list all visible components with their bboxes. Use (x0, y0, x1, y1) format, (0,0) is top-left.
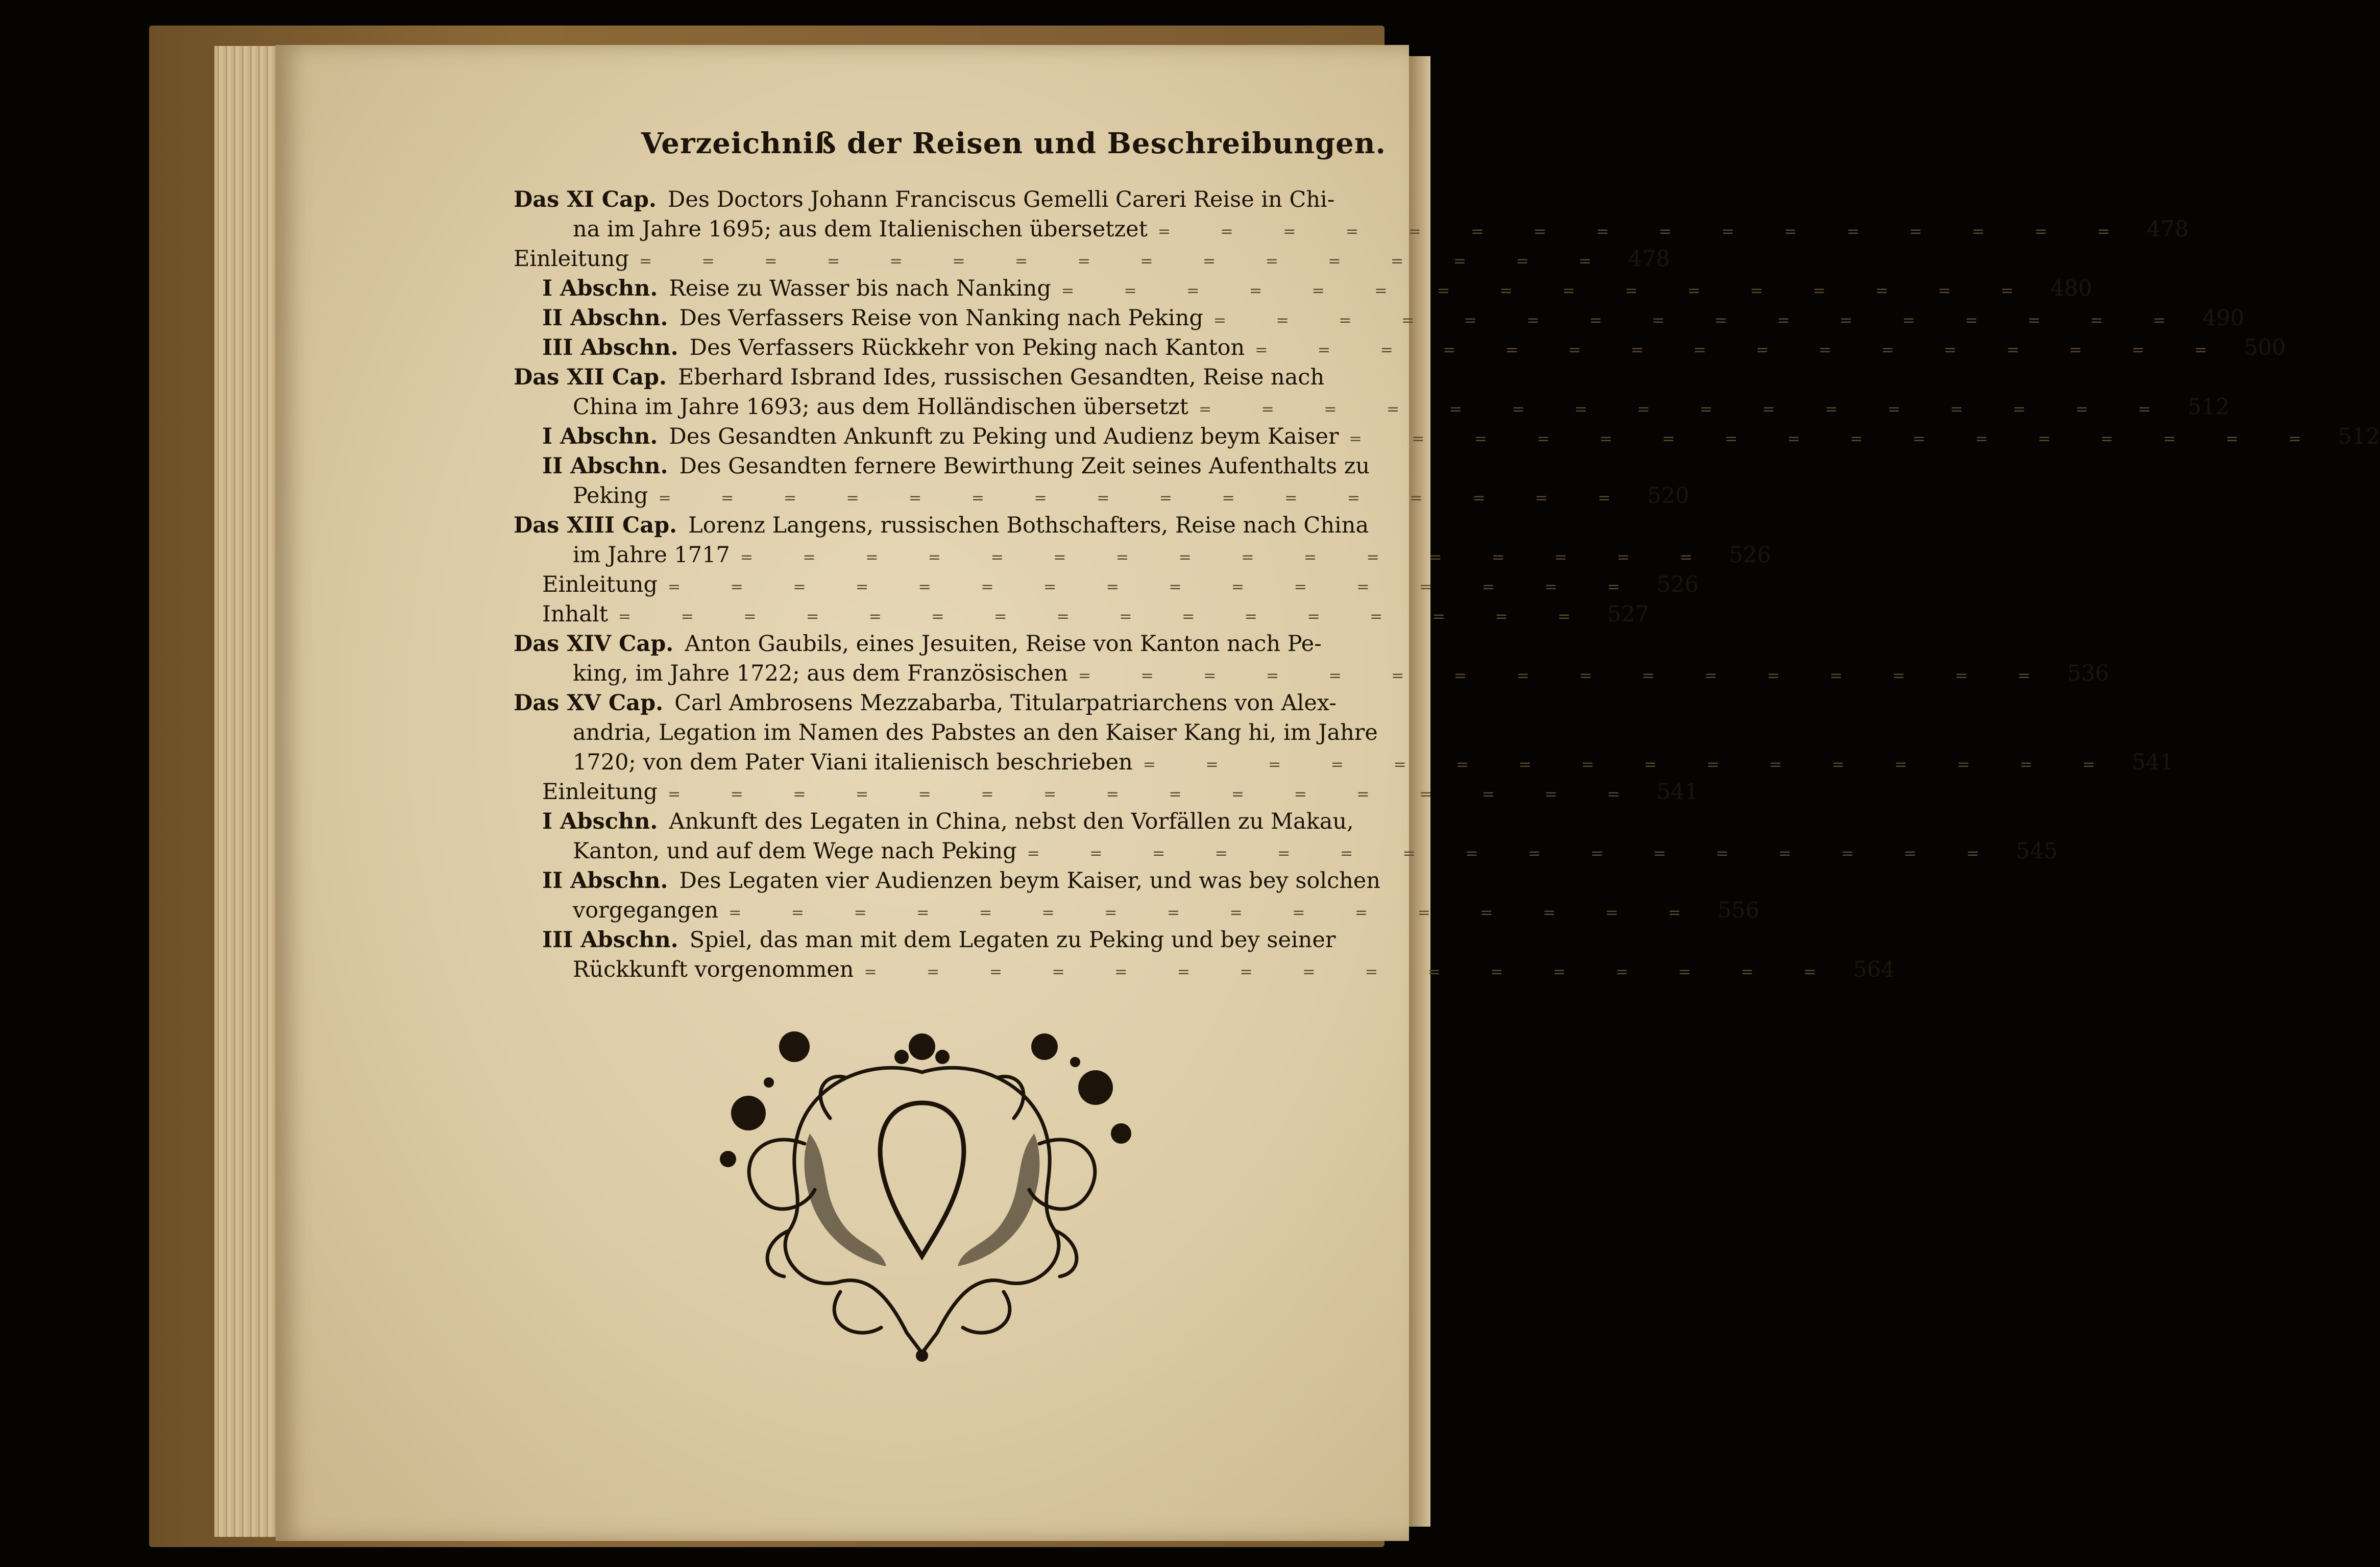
toc-entry (514, 599, 1649, 629)
toc-leader-dots: = = = = = = = = = = = = = = = = (1198, 400, 2174, 418)
toc-entry-label: III Abschn. (542, 927, 678, 953)
table-of-contents (514, 185, 2380, 984)
toc-entry-text: Carl Ambrosens Mezzabarba, Titularpatriarchens von Alex- (674, 690, 1337, 716)
toc-page-number: 556 (1717, 898, 1760, 923)
toc-entry (514, 363, 1341, 392)
toc-leader-dots: = = = = = = = = = = = = = = = = (1255, 341, 2230, 359)
toc-entry-text: Reise zu Wasser bis nach Nanking (669, 276, 1051, 301)
toc-entry (514, 659, 2109, 688)
toc-entry-label: Das XI Cap. (514, 187, 657, 212)
toc-leader-dots: = = = = = = = = = = = = = = = = (667, 785, 1643, 803)
toc-entry-text: Des Verfassers Reise von Nanking nach Peking (679, 305, 1203, 331)
toc-leader-dots: = = = = = = = = = = = = = = = = (618, 608, 1593, 625)
toc-leader-dots: = = = = = = = = = = = = = = = = (1143, 756, 2118, 774)
toc-entry (514, 807, 1354, 836)
toc-entry-text: andria, Legation im Namen des Pabstes an den Kaiser Kang hi, im Jahre (573, 720, 1378, 745)
toc-entry-label: Das XIV Cap. (514, 631, 674, 657)
toc-page-number: 480 (2050, 276, 2093, 301)
toc-entry (514, 244, 1670, 274)
toc-page-number: 541 (1657, 779, 1699, 805)
toc-leader-dots: = = = = = = = = = = = = = = = = (1349, 430, 2324, 448)
ornamental-vignette-icon (687, 1026, 1157, 1363)
toc-leader-dots: = = = = = = = = = = = = = = = = (1213, 311, 2189, 329)
toc-page-number: 478 (1628, 246, 1670, 272)
page-title: Verzeichniß der Reisen und Beschreibungen. (641, 127, 1386, 160)
toc-leader-dots: = = = = = = = = = = = = = = = = (1027, 845, 2002, 862)
toc-entry (514, 896, 1760, 925)
toc-entry-label: III Abschn. (542, 335, 678, 360)
toc-entry (514, 540, 1771, 570)
toc-entry (514, 925, 1341, 955)
toc-entry-label: I Abschn. (542, 276, 658, 301)
toc-entry-label: Das XIII Cap. (514, 513, 677, 538)
toc-entry-text: Einleitung (514, 246, 629, 272)
toc-entry (514, 392, 2230, 422)
toc-entry-text: China im Jahre 1693; aus dem Holländischen übersetzt (573, 394, 1188, 420)
toc-entry-text: Einleitung (542, 779, 658, 805)
toc-leader-dots: = = = = = = = = = = = = = = = = (740, 548, 1715, 566)
toc-entry (514, 274, 2093, 303)
toc-page-number: 520 (1647, 483, 1689, 509)
toc-page-number: 564 (1853, 957, 1895, 982)
toc-entry-label: II Abschn. (542, 453, 668, 479)
toc-entry-label: II Abschn. (542, 305, 668, 331)
toc-page-number: 512 (2188, 394, 2230, 420)
toc-entry (514, 481, 1689, 511)
toc-page-number: 512 (2338, 424, 2380, 449)
toc-page-number: 490 (2202, 305, 2245, 331)
toc-entry-label: Das XII Cap. (514, 365, 667, 390)
toc-entry (514, 748, 2174, 777)
toc-entry-text: Inhalt (542, 601, 609, 627)
toc-entry-label: I Abschn. (542, 424, 658, 449)
toc-entry-text: Spiel, das man mit dem Legaten zu Peking und bey seiner (689, 927, 1336, 953)
toc-entry (514, 185, 1341, 214)
toc-entry-text: Eberhard Isbrand Ides, russischen Gesandten, Reise nach (678, 365, 1325, 390)
toc-entry (514, 511, 1369, 540)
toc-entry (514, 955, 1895, 984)
page-edges (214, 46, 286, 1537)
toc-entry (514, 718, 1378, 748)
toc-entry-text: Peking (573, 483, 648, 509)
toc-entry-label: Das XV Cap. (514, 690, 664, 716)
toc-entry-label: II Abschn. (542, 868, 668, 894)
toc-entry (514, 777, 1699, 807)
toc-page-number: 526 (1729, 542, 1771, 568)
toc-leader-dots: = = = = = = = = = = = = = = = = (728, 904, 1704, 922)
toc-page-number: 536 (2067, 661, 2109, 686)
toc-entry-text: na im Jahre 1695; aus dem Italienischen übersetzet (573, 216, 1148, 242)
toc-page-number: 500 (2244, 335, 2286, 360)
toc-entry (514, 303, 2245, 333)
toc-leader-dots: = = = = = = = = = = = = = = = = (658, 489, 1633, 507)
toc-entry-text: Einleitung (542, 572, 658, 597)
toc-entry (514, 333, 2286, 363)
toc-leader-dots: = = = = = = = = = = = = = = = = (667, 578, 1643, 596)
toc-entry (514, 688, 1341, 718)
toc-entry-text: Des Verfassers Rückkehr von Peking nach Kanton (689, 335, 1245, 360)
toc-entry-text: Des Doctors Johann Franciscus Gemelli Careri Reise in Chi- (667, 187, 1335, 212)
toc-entry-label: I Abschn. (542, 809, 658, 834)
toc-page-number: 526 (1657, 572, 1699, 597)
toc-entry-text: Des Legaten vier Audienzen beym Kaiser, und was bey solchen (679, 868, 1380, 894)
toc-leader-dots: = = = = = = = = = = = = = = = = (639, 252, 1614, 270)
toc-entry-text: im Jahre 1717 (573, 542, 730, 568)
toc-leader-dots: = = = = = = = = = = = = = = = = (1157, 223, 2133, 240)
toc-page-number: 545 (2015, 838, 2058, 864)
toc-page-number: 478 (2147, 216, 2189, 242)
toc-leader-dots: = = = = = = = = = = = = = = = = (1061, 282, 2036, 300)
toc-entry-text: 1720; von dem Pater Viani italienisch beschrieben (573, 750, 1133, 775)
toc-page-number: 527 (1607, 601, 1649, 627)
toc-entry-text: Des Gesandten fernere Bewirthung Zeit seines Aufenthalts zu (679, 453, 1370, 479)
toc-entry (514, 422, 2380, 451)
toc-entry (514, 214, 2189, 244)
toc-entry (514, 836, 2058, 866)
toc-entry (514, 451, 1370, 481)
toc-entry (514, 629, 1341, 659)
toc-entry (514, 866, 1380, 896)
toc-entry-text: Des Gesandten Ankunft zu Peking und Audienz beym Kaiser (669, 424, 1339, 449)
toc-leader-dots: = = = = = = = = = = = = = = = = (1078, 667, 2053, 685)
toc-entry-text: vorgegangen (573, 898, 719, 923)
toc-entry-text: Kanton, und auf dem Wege nach Peking (573, 838, 1017, 864)
toc-entry-text: Rückkunft vorgenommen (573, 957, 854, 982)
toc-page-number: 541 (2131, 750, 2174, 775)
toc-leader-dots: = = = = = = = = = = = = = = = = (864, 963, 1839, 981)
toc-entry-text: king, im Jahre 1722; aus dem Französischen (573, 661, 1068, 686)
toc-entry-text: Anton Gaubils, eines Jesuiten, Reise von Kanton nach Pe- (685, 631, 1322, 657)
toc-entry-text: Ankunft des Legaten in China, nebst den Vorfällen zu Makau, (669, 809, 1354, 834)
toc-entry (514, 570, 1699, 599)
toc-entry-text: Lorenz Langens, russischen Bothschafters, Reise nach China (688, 513, 1369, 538)
